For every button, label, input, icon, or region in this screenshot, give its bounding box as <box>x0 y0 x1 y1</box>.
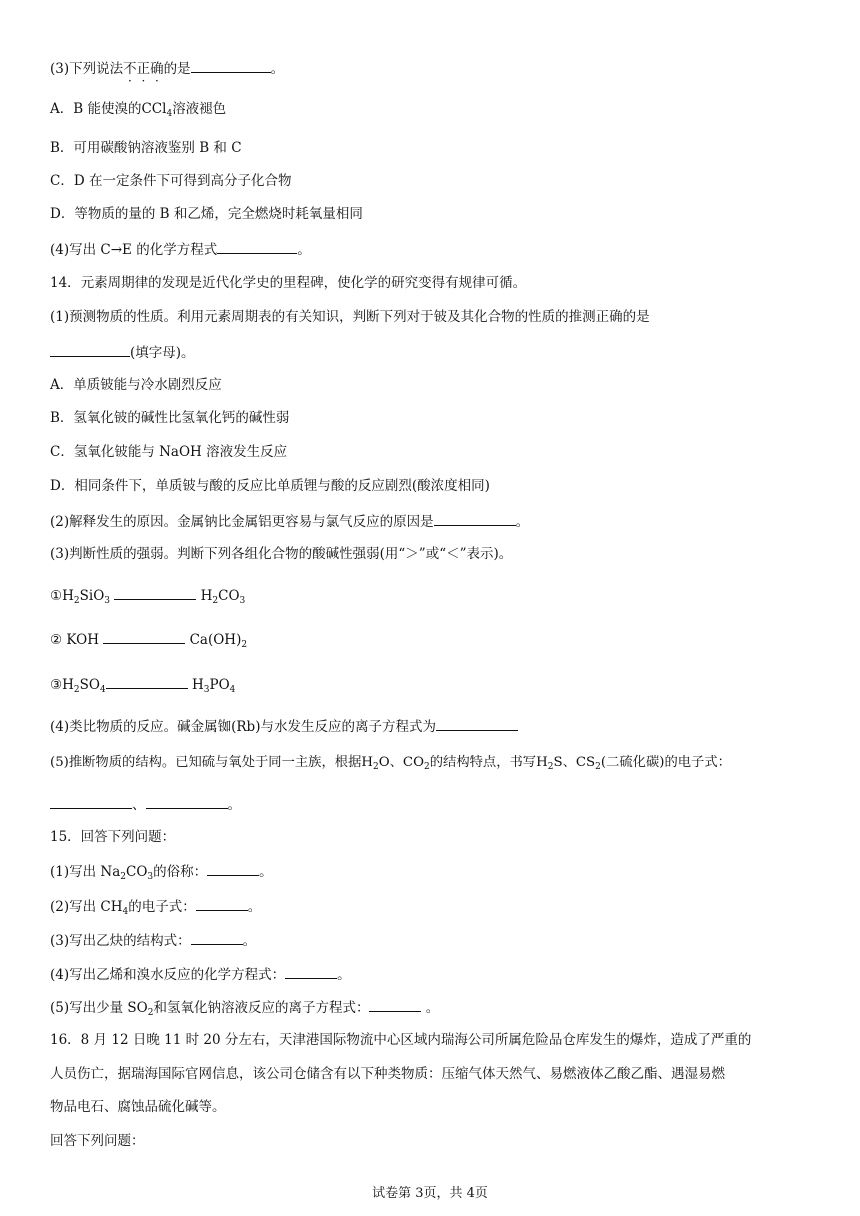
page-footer: 试卷第 3页，共 4页 <box>372 1186 488 1201</box>
q14-part3: (3)判断性质的强弱。判断下列各组化合物的酸碱性强弱(用“＞”或“＜”表示)。 <box>50 546 513 562</box>
q14-option-b: B．氢氧化铍的碱性比氢氧化钙的碱性弱 <box>50 410 290 426</box>
answer-blank[interactable] <box>191 58 271 73</box>
q15-part3: (3)写出乙炔的结构式： 。 <box>50 930 256 950</box>
answer-blank[interactable] <box>434 511 516 526</box>
q13-option-a: A．B 能使溴的CCl$_4$溶液褪色 <box>50 101 227 119</box>
q14-part1-answer: (填字母)。 <box>50 342 195 362</box>
answer-blank[interactable] <box>146 794 228 809</box>
q14-option-c: C．氢氧化铍能与 NaOH 溶液发生反应 <box>50 444 288 460</box>
q14-part5: (5)推断物质的结构。已知硫与氧处于同一主族，根据$H_2O$、$CO_2$的结构特点，书写$H_2S$、$CS_2$(二硫化碳)的电子式： <box>50 755 731 772</box>
q14-part1: (1)预测物质的性质。利用元素周期表的有关知识，判断下列对于铍及其化合物的性质的推测正确的是 <box>50 309 650 325</box>
answer-blank[interactable] <box>50 342 130 357</box>
q14-part4: (4)类比物质的反应。碱金属铷(Rb)与水发生反应的离子方程式为 <box>50 716 518 736</box>
answer-blank[interactable] <box>217 239 297 254</box>
q15-part4: (4)写出乙烯和溴水反应的化学方程式： 。 <box>50 964 351 984</box>
q13-part4: (4)写出 C→E 的化学方程式 。 <box>50 239 311 259</box>
answer-blank[interactable] <box>50 794 132 809</box>
q15-part2: (2)写出 $CH_4$的电子式： 。 <box>50 896 261 916</box>
q14-part2: (2)解释发生的原因。金属钠比金属铝更容易与氯气反应的原因是 。 <box>50 511 529 531</box>
answer-blank[interactable] <box>103 629 185 644</box>
q15-part5: (5)写出少量 $SO_2$和氢氧化钠溶液反应的离子方程式： 。 <box>50 997 439 1017</box>
q15-title: 15．回答下列问题： <box>50 829 176 845</box>
answer-blank[interactable] <box>285 964 337 979</box>
q13-option-d: D．等物质的量的 B 和乙烯，完全燃烧时耗氧量相同 <box>50 206 363 222</box>
q16-line-4: 回答下列问题： <box>50 1133 145 1149</box>
q14-part5-answers: 、 。 <box>50 794 241 814</box>
answer-blank[interactable] <box>207 861 259 876</box>
answer-blank[interactable] <box>106 674 188 689</box>
q15-part1: (1)写出 $Na_2CO_3$的俗称： 。 <box>50 861 273 881</box>
answer-blank[interactable] <box>114 585 196 600</box>
q13-option-c: C．D 在一定条件下可得到高分子化合物 <box>50 173 292 189</box>
answer-blank[interactable] <box>436 716 518 731</box>
q16-line-1: 16．8 月 12 日晚 11 时 20 分左右，天津港国际物流中心区域内瑞海公司所属危险品仓库发生的爆炸，造成了严重的 <box>50 1032 752 1048</box>
answer-blank[interactable] <box>196 896 248 911</box>
q16-line-3: 物品电石、腐蚀品硫化碱等。 <box>50 1099 226 1115</box>
answer-blank[interactable] <box>191 930 243 945</box>
q14-compare-3: $③H_2SO_4$ $H_3PO_4$ <box>50 674 235 694</box>
answer-blank[interactable] <box>369 997 421 1012</box>
q14-compare-2: ② KOH $Ca(OH)_2$ <box>50 629 247 649</box>
q14-compare-1: $①H_2SiO_3$ $H_2CO_3$ <box>50 585 245 605</box>
q14-option-d: D．相同条件下，单质铍与酸的反应比单质锂与酸的反应剧烈(酸浓度相同) <box>50 478 490 494</box>
q13-option-b: B．可用碳酸钠溶液鉴别 B 和 C <box>50 140 242 156</box>
q13-part3: (3)下列说法不正确的是 。 <box>50 58 284 78</box>
q16-line-2: 人员伤亡，据瑞海国际官网信息，该公司仓储含有以下种类物质：压缩气体天然气、易燃液体乙酸乙酯、遇湿易燃 <box>50 1066 725 1082</box>
q14-option-a: A．单质铍能与冷水剧烈反应 <box>50 377 222 393</box>
q14-title: 14．元素周期律的发现是近代化学史的里程碑，使化学的研究变得有规律可循。 <box>50 275 527 291</box>
